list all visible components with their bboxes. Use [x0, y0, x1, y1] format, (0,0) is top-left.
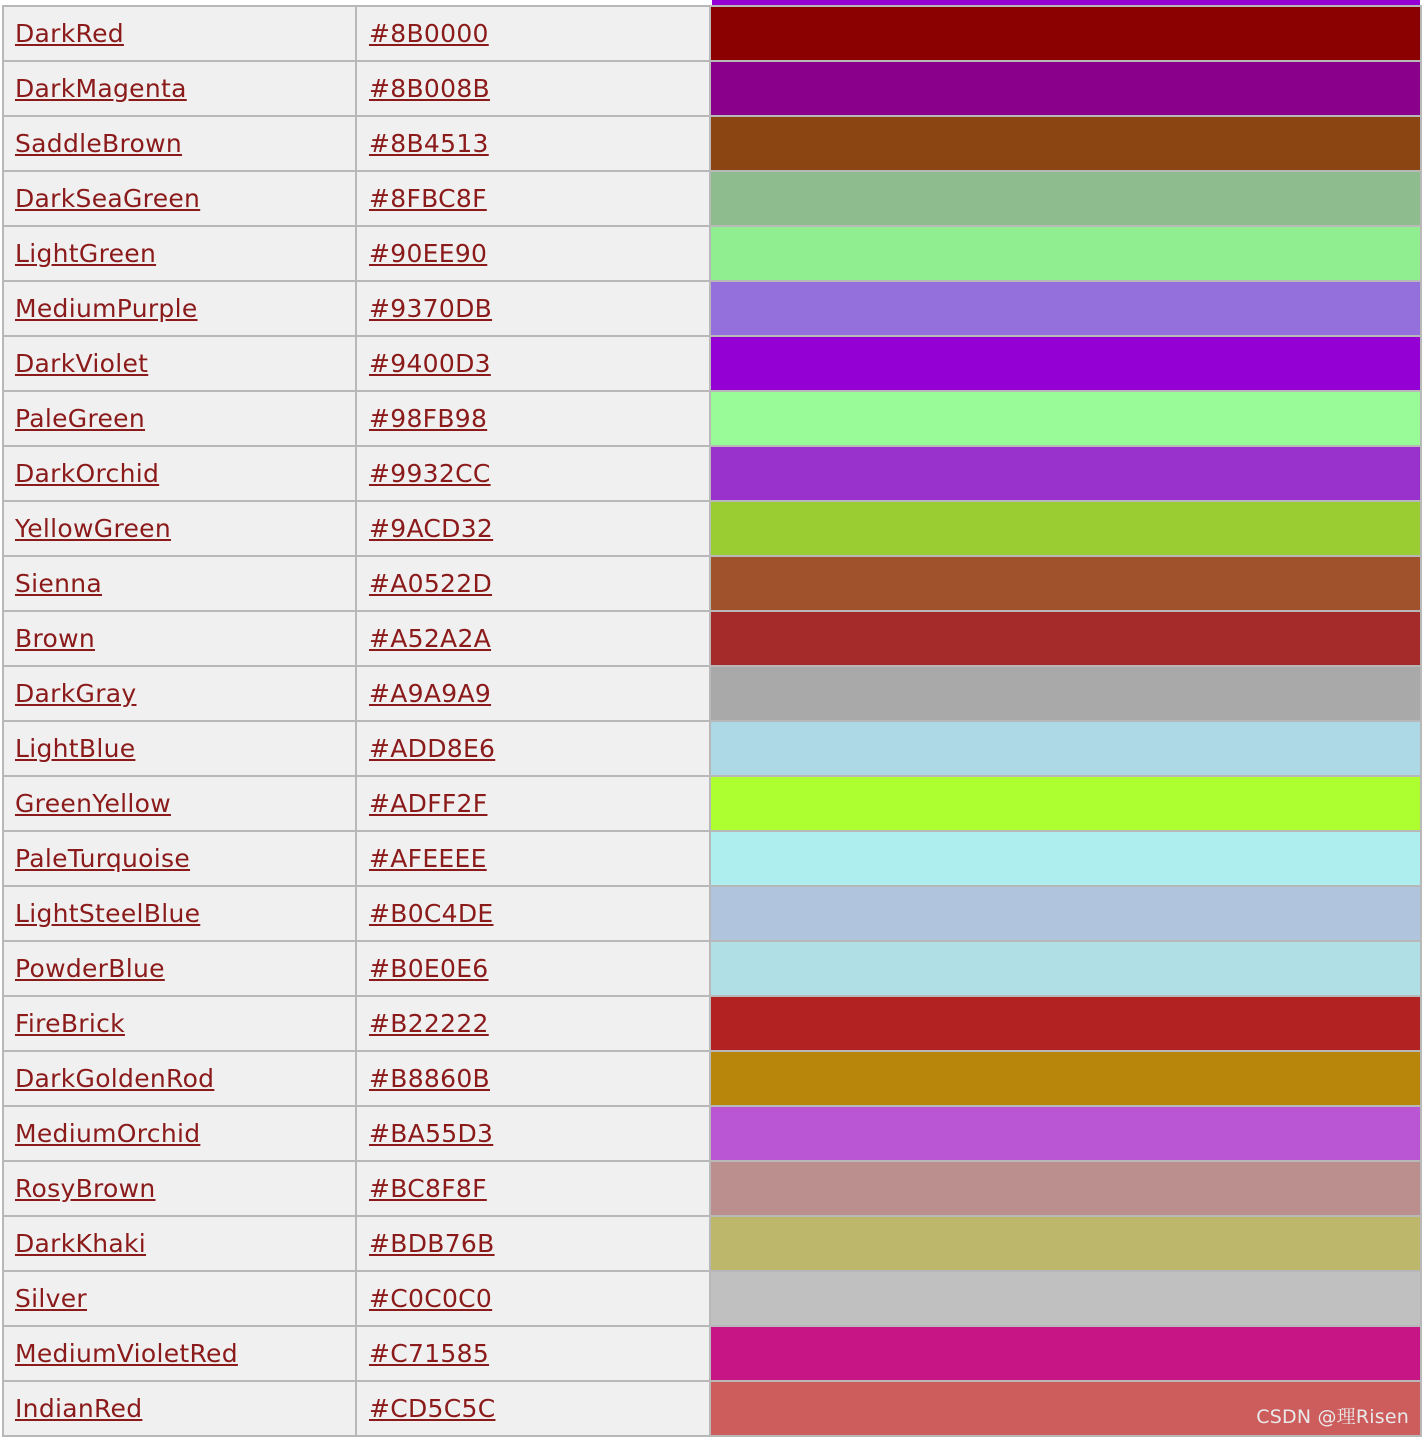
color-name-link[interactable]: PaleTurquoise: [15, 844, 191, 873]
color-name-link[interactable]: DarkMagenta: [15, 74, 187, 103]
hex-value-link[interactable]: #BC8F8F: [369, 1174, 487, 1203]
hex-value-link[interactable]: #B0E0E6: [369, 954, 489, 983]
hex-value-cell: [357, 1382, 711, 1435]
color-name-link[interactable]: LightSteelBlue: [15, 899, 201, 928]
table-row: [4, 612, 1422, 667]
hex-value-link[interactable]: #ADD8E6: [369, 734, 496, 763]
color-name-cell: [4, 447, 357, 500]
table-row: [4, 832, 1422, 887]
table-row: [4, 392, 1422, 447]
color-name-link[interactable]: DarkKhaki: [15, 1229, 147, 1258]
table-row: [4, 557, 1422, 612]
hex-value-cell: [357, 777, 711, 830]
color-name-link[interactable]: GreenYellow: [15, 789, 171, 818]
color-name-link[interactable]: SaddleBrown: [15, 129, 183, 158]
hex-value-cell: [357, 447, 711, 500]
table-row: [4, 502, 1422, 557]
table-row: [4, 447, 1422, 502]
hex-value-link[interactable]: #B22222: [369, 1009, 489, 1038]
color-name-link[interactable]: DarkSeaGreen: [15, 184, 201, 213]
color-name-cell: [4, 282, 357, 335]
hex-value-cell: [357, 172, 711, 225]
color-name-cell: [4, 7, 357, 60]
hex-value-link[interactable]: #CD5C5C: [369, 1394, 496, 1423]
color-name-cell: [4, 1052, 357, 1105]
hex-value-cell: [357, 1162, 711, 1215]
color-swatch: [711, 1162, 1422, 1215]
color-name-cell: [4, 1162, 357, 1215]
color-name-link[interactable]: LightBlue: [15, 734, 136, 763]
hex-value-link[interactable]: #A0522D: [369, 569, 493, 598]
color-name-link[interactable]: Brown: [15, 624, 95, 653]
hex-value-cell: [357, 887, 711, 940]
hex-value-link[interactable]: #9ACD32: [369, 514, 494, 543]
table-row: [4, 282, 1422, 337]
color-name-link[interactable]: MediumVioletRed: [15, 1339, 238, 1368]
table-row: [4, 117, 1422, 172]
table-row: [4, 667, 1422, 722]
hex-value-cell: [357, 667, 711, 720]
table-row: [4, 227, 1422, 282]
color-name-cell: [4, 1217, 357, 1270]
color-swatch: [711, 832, 1422, 885]
table-row: [4, 722, 1422, 777]
table-row: [4, 887, 1422, 942]
table-row: [4, 942, 1422, 997]
color-name-link[interactable]: YellowGreen: [15, 514, 171, 543]
hex-value-link[interactable]: #8B0000: [369, 19, 489, 48]
hex-value-link[interactable]: #8B008B: [369, 74, 490, 103]
color-name-link[interactable]: DarkViolet: [15, 349, 149, 378]
color-name-cell: [4, 667, 357, 720]
table-row: [4, 172, 1422, 227]
color-name-link[interactable]: IndianRed: [15, 1394, 143, 1423]
color-swatch: [711, 282, 1422, 335]
color-name-cell: [4, 887, 357, 940]
hex-value-cell: [357, 997, 711, 1050]
watermark: CSDN @理Risen: [1256, 1406, 1409, 1428]
color-swatch: [711, 117, 1422, 170]
color-name-link[interactable]: DarkOrchid: [15, 459, 160, 488]
hex-value-link[interactable]: #A52A2A: [369, 624, 492, 653]
hex-value-cell: [357, 1272, 711, 1325]
color-name-link[interactable]: PowderBlue: [15, 954, 165, 983]
color-table: [2, 5, 1422, 1437]
hex-value-link[interactable]: #BDB76B: [369, 1229, 495, 1258]
color-name-link[interactable]: LightGreen: [15, 239, 157, 268]
table-row: [4, 1052, 1422, 1107]
hex-value-cell: [357, 1107, 711, 1160]
hex-value-cell: [357, 1052, 711, 1105]
color-name-link[interactable]: MediumPurple: [15, 294, 198, 323]
color-name-cell: [4, 1107, 357, 1160]
color-name-cell: [4, 832, 357, 885]
hex-value-link[interactable]: #AFEEEE: [369, 844, 487, 873]
color-name-cell: [4, 942, 357, 995]
color-swatch: [711, 502, 1422, 555]
hex-value-cell: [357, 7, 711, 60]
table-row: [4, 1217, 1422, 1272]
color-name-link[interactable]: RosyBrown: [15, 1174, 156, 1203]
color-name-link[interactable]: Sienna: [15, 569, 103, 598]
hex-value-cell: [357, 62, 711, 115]
color-name-link[interactable]: FireBrick: [15, 1009, 125, 1038]
color-name-cell: [4, 62, 357, 115]
table-row: [4, 337, 1422, 392]
hex-value-link[interactable]: #A9A9A9: [369, 679, 492, 708]
color-swatch: [711, 172, 1422, 225]
color-name-link[interactable]: PaleGreen: [15, 404, 146, 433]
hex-value-cell: [357, 942, 711, 995]
color-swatch: [711, 227, 1422, 280]
color-swatch: [711, 1272, 1422, 1325]
hex-value-link[interactable]: #C71585: [369, 1339, 490, 1368]
table-row: [4, 1272, 1422, 1327]
color-name-link[interactable]: Silver: [15, 1284, 88, 1313]
hex-value-link[interactable]: #B8860B: [369, 1064, 490, 1093]
hex-value-link[interactable]: #9400D3: [369, 349, 491, 378]
hex-value-cell: [357, 557, 711, 610]
hex-value-cell: [357, 227, 711, 280]
color-name-cell: [4, 997, 357, 1050]
color-swatch: [711, 1052, 1422, 1105]
color-swatch: [711, 337, 1422, 390]
table-row: [4, 777, 1422, 832]
color-swatch: [711, 942, 1422, 995]
color-swatch: [711, 667, 1422, 720]
color-name-cell: [4, 172, 357, 225]
hex-value-cell: [357, 392, 711, 445]
hex-value-cell: [357, 337, 711, 390]
color-name-cell: [4, 117, 357, 170]
color-swatch: [711, 722, 1422, 775]
color-name-cell: [4, 557, 357, 610]
color-name-cell: [4, 392, 357, 445]
hex-value-link[interactable]: #8B4513: [369, 129, 489, 158]
color-swatch: [711, 62, 1422, 115]
hex-value-link[interactable]: #C0C0C0: [369, 1284, 493, 1313]
hex-value-link[interactable]: #8FBC8F: [369, 184, 487, 213]
color-swatch: [711, 1217, 1422, 1270]
hex-value-link[interactable]: #90EE90: [369, 239, 488, 268]
table-row: [4, 1382, 1422, 1437]
color-name-cell: [4, 777, 357, 830]
color-swatch: [711, 1107, 1422, 1160]
color-name-cell: [4, 722, 357, 775]
hex-value-cell: [357, 1217, 711, 1270]
color-swatch: [711, 887, 1422, 940]
hex-value-cell: [357, 117, 711, 170]
color-name-cell: [4, 337, 357, 390]
color-swatch: [711, 997, 1422, 1050]
table-row: [4, 1327, 1422, 1382]
color-name-cell: [4, 227, 357, 280]
hex-value-cell: [357, 612, 711, 665]
hex-value-link[interactable]: #98FB98: [369, 404, 488, 433]
color-name-link[interactable]: DarkGray: [15, 679, 137, 708]
hex-value-cell: [357, 502, 711, 555]
table-row: [4, 1107, 1422, 1162]
hex-value-link[interactable]: #9370DB: [369, 294, 493, 323]
hex-value-cell: [357, 1327, 711, 1380]
hex-value-link[interactable]: #BA55D3: [369, 1119, 494, 1148]
color-swatch: [711, 1327, 1422, 1380]
color-swatch: [711, 447, 1422, 500]
color-name-cell: [4, 1382, 357, 1435]
hex-value-cell: [357, 722, 711, 775]
hex-value-link[interactable]: #ADFF2F: [369, 789, 488, 818]
color-name-cell: [4, 1272, 357, 1325]
table-row: [4, 7, 1422, 62]
table-row: [4, 1162, 1422, 1217]
color-swatch: [711, 777, 1422, 830]
color-swatch: [711, 557, 1422, 610]
color-swatch: [711, 7, 1422, 60]
table-row: [4, 62, 1422, 117]
hex-value-cell: [357, 832, 711, 885]
color-name-cell: [4, 1327, 357, 1380]
table-row: [4, 997, 1422, 1052]
color-name-link[interactable]: DarkRed: [15, 19, 124, 48]
hex-value-link[interactable]: #B0C4DE: [369, 899, 494, 928]
color-name-cell: [4, 502, 357, 555]
color-name-link[interactable]: MediumOrchid: [15, 1119, 201, 1148]
color-swatch: [711, 392, 1422, 445]
hex-value-link[interactable]: #9932CC: [369, 459, 491, 488]
color-name-cell: [4, 612, 357, 665]
hex-value-cell: [357, 282, 711, 335]
color-name-link[interactable]: DarkGoldenRod: [15, 1064, 215, 1093]
color-swatch: [711, 612, 1422, 665]
